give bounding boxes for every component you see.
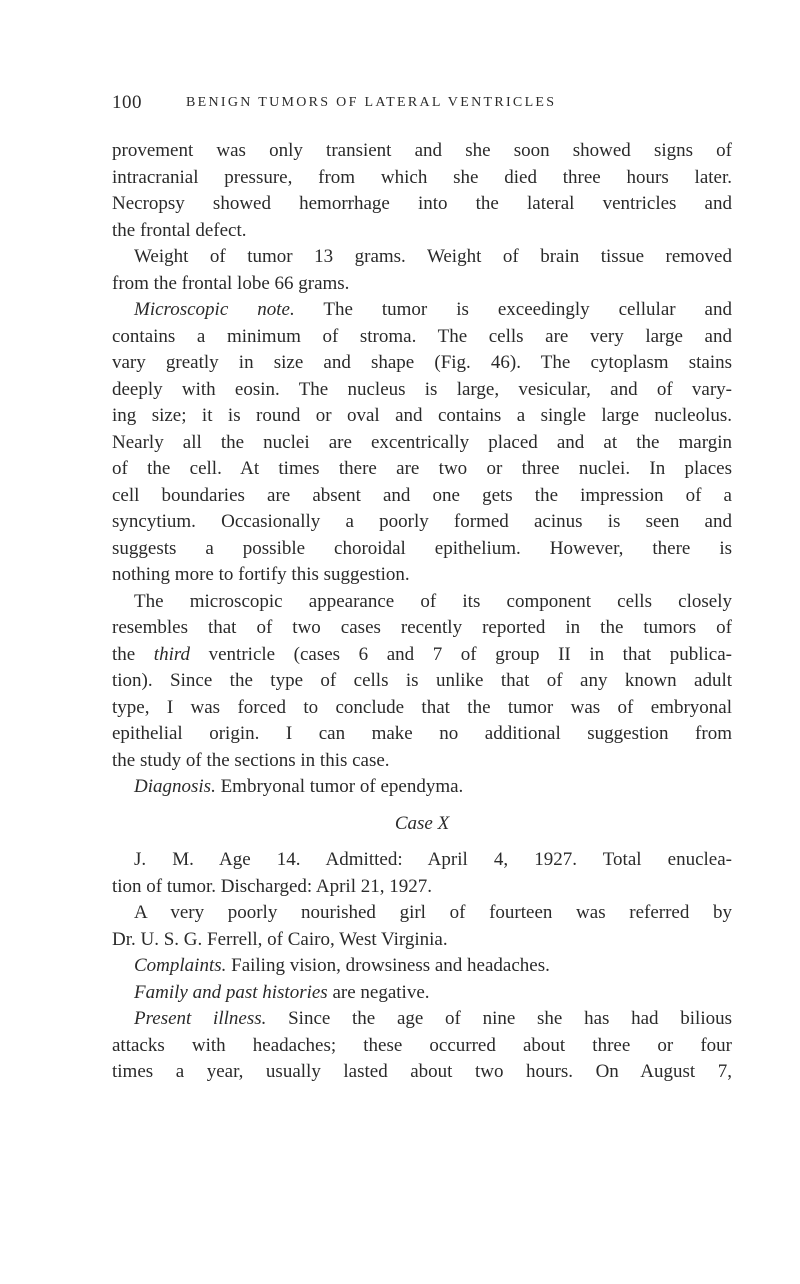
text-line: The microscopic appearance of its component cells closely: [134, 590, 732, 612]
text-line: epithelial origin. I can make no additional suggestion from: [112, 723, 732, 744]
section-heading: Family and past histories: [134, 981, 328, 1003]
text-line: times a year, usually lasted about two hours. On August 7,: [112, 1061, 732, 1082]
text-line: cell boundaries are absent and one gets the impression of a: [112, 484, 732, 506]
section-heading: Present illness.: [134, 1008, 267, 1029]
text-line: of the cell. At times there are two or three nuclei. In places: [112, 458, 732, 479]
text-line: Necropsy showed hemorrhage into the lateral ventricles and: [112, 193, 732, 214]
text-line: intracranial pressure, from which she died three hours later.: [112, 166, 732, 188]
body-text: [112, 138, 732, 1086]
section-heading: Diagnosis.: [134, 776, 216, 797]
text-line: syncytium. Occasionally a poorly formed acinus is seen and: [112, 511, 732, 532]
text-line: Diagnosis. Embryonal tumor of ependyma.: [134, 776, 464, 797]
text-line: the study of the sections in this case.: [112, 749, 390, 771]
text-line: contains a minimum of stroma. The cells are very large and: [112, 325, 732, 347]
text-line: vary greatly in size and shape (Fig. 46). The cytoplasm stains: [112, 352, 732, 373]
text-line: A very poorly nourished girl of fourteen was referred by: [134, 902, 732, 923]
spacer: [112, 837, 732, 847]
spacer: [112, 801, 732, 811]
text-line: nothing more to fortify this suggestion.: [112, 564, 410, 585]
text-line: suggests a possible choroidal epithelium. However, there is: [112, 537, 732, 559]
section-heading: Complaints.: [134, 955, 227, 976]
running-head: [112, 92, 732, 116]
text-line: the third ventricle (cases 6 and 7 of group II in that publica-: [112, 643, 732, 665]
text-line: Weight of tumor 13 grams. Weight of brain tissue removed: [134, 246, 732, 267]
text-line: tion of tumor. Discharged: April 21, 1927.: [112, 875, 432, 897]
text-line: tion). Since the type of cells is unlike that of any known adult: [112, 670, 732, 691]
text-line: attacks with headaches; these occurred about three or four: [112, 1034, 732, 1056]
text-line: resembles that of two cases recently reported in the tumors of: [112, 617, 732, 638]
text-line: provement was only transient and she soon showed signs of: [112, 140, 732, 161]
text-line: Nearly all the nuclei are excentrically placed and at the margin: [112, 431, 732, 453]
text-line: Family and past histories are negative.: [134, 981, 430, 1003]
text-line: the frontal defect.: [112, 219, 247, 241]
text-line: Complaints. Failing vision, drowsiness and headaches.: [134, 955, 550, 976]
text-line: Microscopic note. The tumor is exceedingly cellular and: [134, 299, 732, 320]
running-title: BENIGN TUMORS OF LATERAL VENTRICLES: [186, 95, 557, 110]
text-line: ing size; it is round or oval and contains a single large nucleolus.: [112, 405, 732, 426]
text-line: Dr. U. S. G. Ferrell, of Cairo, West Virginia.: [112, 928, 448, 950]
text-line: Present illness. Since the age of nine she has had bilious: [134, 1008, 732, 1029]
section-heading: Microscopic note.: [134, 299, 295, 320]
text-line: from the frontal lobe 66 grams.: [112, 272, 350, 294]
page-number: 100: [112, 92, 142, 113]
text-line: deeply with eosin. The nucleus is large, vesicular, and of vary-: [112, 378, 732, 400]
text-line: J. M. Age 14. Admitted: April 4, 1927. Total enuclea-: [134, 849, 732, 870]
text-line: type, I was forced to conclude that the tumor was of embryonal: [112, 696, 732, 718]
case-heading: Case X: [394, 812, 450, 834]
